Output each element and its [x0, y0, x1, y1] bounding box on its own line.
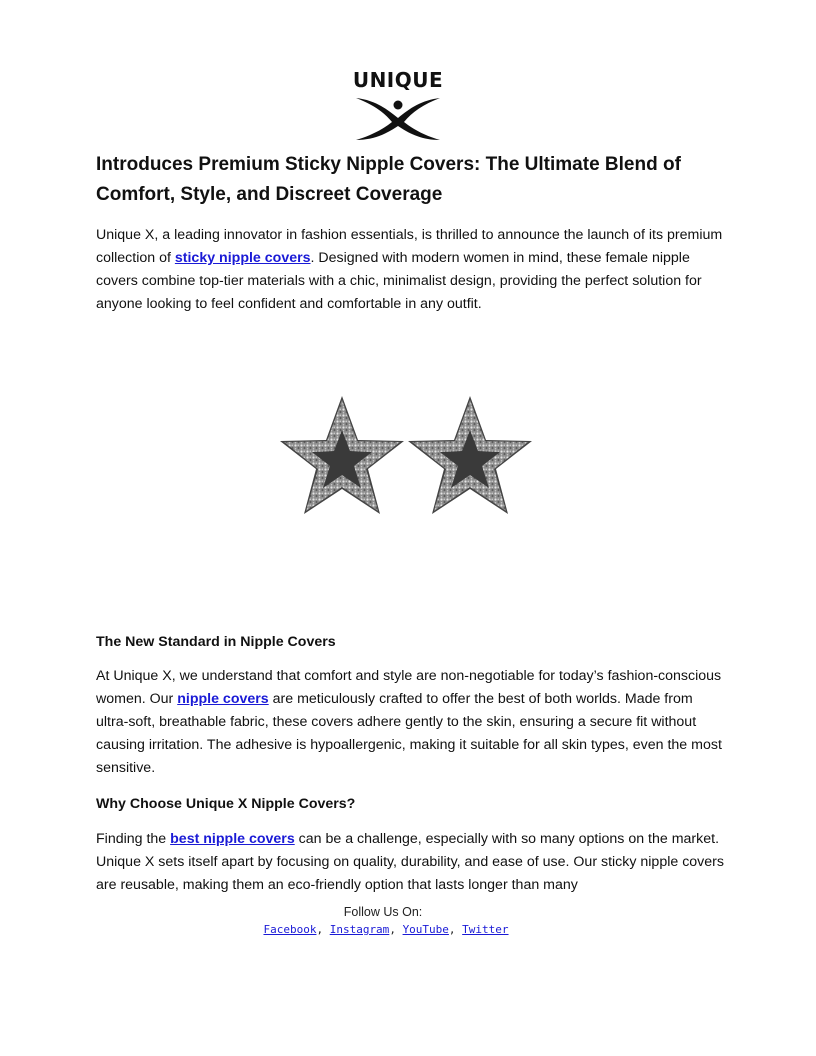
section-heading-why-choose: Why Choose Unique X Nipple Covers? [96, 796, 356, 812]
logo-text: UNIQUE [352, 68, 444, 92]
social-links [0, 923, 772, 936]
twitter-link[interactable]: Twitter [462, 923, 509, 936]
youtube-link[interactable]: YouTube [402, 923, 449, 936]
left-star [280, 396, 404, 514]
nipple-covers-link[interactable]: nipple covers [177, 691, 269, 707]
page-title: Introduces Premium Sticky Nipple Covers: The Ultimate Blend of Comfort, Style, and Discreet Coverage [96, 154, 681, 205]
instagram-link[interactable]: Instagram [329, 923, 390, 936]
follow-us-label: Follow Us On: [343, 905, 423, 919]
intro-text-end: . Designed with modern women in mind, these female nipple covers combine top-tier materials with a chic, minimalist design, providing the perfect solution for anyone looking to feel confident and comfortable in any outfit. [96, 250, 702, 312]
right-star [408, 396, 532, 514]
star-nipple-covers-image [262, 328, 550, 616]
section2-text-end: can be a challenge, especially with so many options on the market. Unique X sets itself apart by focusing on quality, durability, and ease of use. Our sticky nipple covers are reusable, making them an eco-friendly option that lasts longer than many [96, 831, 724, 893]
brand-logo [346, 50, 450, 150]
intro-text-start: Unique X, a leading innovator in fashion essentials, is thrilled to announce the launch of its premium collection of [96, 227, 723, 266]
facebook-link[interactable]: Facebook [263, 923, 317, 936]
section1-text-end: are meticulously crafted to offer the best of both worlds. Made from ultra-soft, breathable fabric, these covers adhere gently to the skin, ensuring a secure fit without causing irritation. The adhesive is hypoallergenic, making it suitable for all skin types, even the most sensitive. [96, 691, 722, 776]
section2-paragraph [96, 828, 724, 897]
section1-text-start: At Unique X, we understand that comfort and style are non-negotiable for today’s fashion-conscious women. Our [96, 668, 722, 707]
section1-paragraph [96, 665, 724, 780]
intro-paragraph [96, 224, 724, 316]
section-heading-new-standard: The New Standard in Nipple Covers [96, 634, 336, 650]
link-separator: , [389, 923, 403, 936]
section2-text-start: Finding the [96, 831, 171, 847]
x-figure-logo-icon [352, 94, 444, 144]
link-separator: , [448, 923, 463, 936]
best-nipple-covers-link[interactable]: best nipple covers [170, 831, 295, 847]
sticky-nipple-covers-link[interactable]: sticky nipple covers [174, 250, 311, 266]
link-separator: , [316, 923, 330, 936]
